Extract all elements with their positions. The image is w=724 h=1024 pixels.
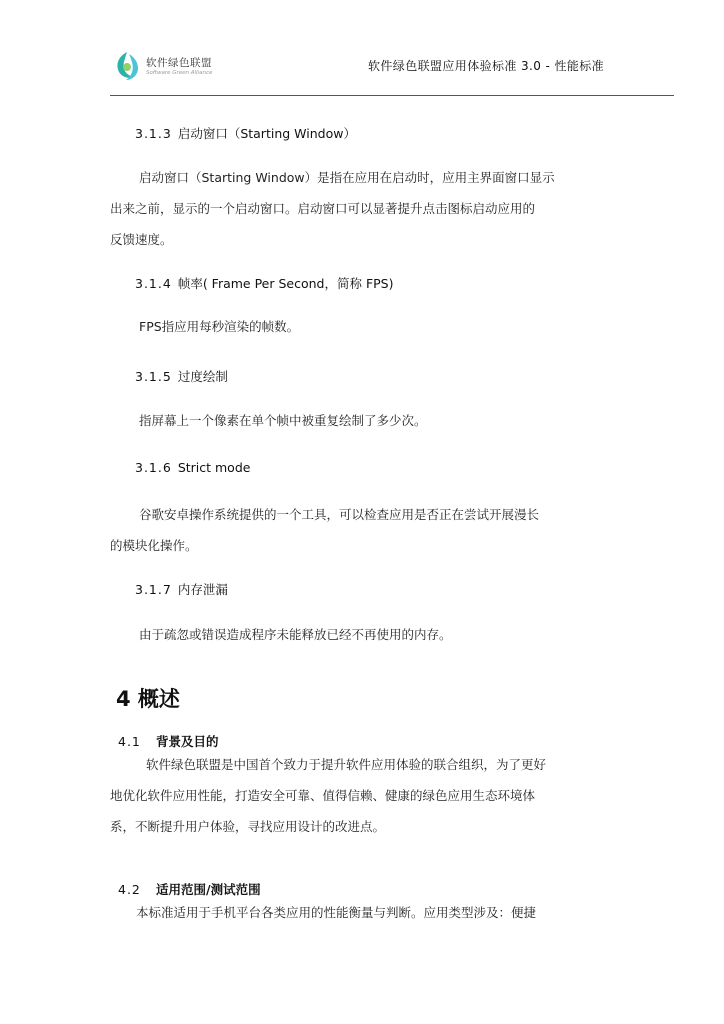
paragraph-line: 启动窗口（Starting Window）是指在应用在启动时，应用主界面窗口显示 — [139, 170, 555, 185]
paragraph-line: 由于疏忽或错误造成程序未能释放已经不再使用的内存。 — [139, 627, 452, 642]
subsection-number: 4.1 — [118, 734, 141, 749]
logo-text: 软件绿色联盟 — [146, 57, 212, 69]
header-title: 软件绿色联盟应用体验标准 3.0 - 性能标准 — [368, 59, 605, 73]
section-number: 3.1.4 — [135, 276, 172, 291]
alliance-logo-icon — [112, 50, 142, 82]
paragraph-line: 指屏幕上一个像素在单个帧中被重复绘制了多少次。 — [139, 413, 427, 428]
section-title: 帧率( Frame Per Second，简称 FPS) — [177, 276, 394, 291]
paragraph-line: 出来之前，显示的一个启动窗口。启动窗口可以显著提升点击图标启动应用的 — [110, 201, 536, 216]
paragraph-line: 的模块化操作。 — [110, 538, 198, 553]
section-paragraph-3-1-3 — [110, 162, 615, 255]
section-title: 过度绘制 — [177, 369, 228, 384]
paragraph-line: 谷歌安卓操作系统提供的一个工具，可以检查应用是否正在尝试开展漫长 — [139, 507, 540, 522]
section-title: Strict mode — [177, 460, 251, 475]
section-heading-3-1-3 — [135, 124, 356, 142]
subsection-heading-4-2 — [118, 880, 261, 898]
section-number: 3.1.3 — [135, 126, 172, 141]
section-paragraph-3-1-7 — [110, 619, 615, 650]
paragraph-line: 系，不断提升用户体验，寻找应用设计的改进点。 — [110, 819, 386, 834]
subsection-paragraph-4-1 — [110, 749, 615, 842]
paragraph-line: 地优化软件应用性能，打造安全可靠、值得信赖、健康的绿色应用生态环境体 — [110, 788, 536, 803]
section-heading-3-1-4 — [135, 274, 394, 292]
section-paragraph-3-1-4 — [110, 311, 615, 342]
subsection-title: 适用范围/测试范围 — [156, 882, 261, 897]
section-heading-3-1-7 — [135, 580, 228, 598]
paragraph-line: FPS指应用每秒渲染的帧数。 — [139, 319, 300, 334]
section-number: 3.1.7 — [135, 582, 172, 597]
subsection-heading-4-1 — [118, 732, 219, 750]
section-heading-3-1-6 — [135, 460, 250, 475]
section-heading-3-1-5 — [135, 367, 228, 385]
section-title: 内存泄漏 — [177, 582, 228, 597]
paragraph-line: 软件绿色联盟是中国首个致力于提升软件应用体验的联合组织，为了更好 — [146, 757, 547, 772]
paragraph-line: 反馈速度。 — [110, 232, 173, 247]
logo-subtext: Software Green Alliance — [146, 70, 213, 76]
paragraph-line: 本标准适用于手机平台各类应用的性能衡量与判断。应用类型涉及：便捷 — [136, 905, 537, 920]
subsection-title: 背景及目的 — [156, 734, 219, 749]
subsection-paragraph-4-2 — [110, 897, 615, 928]
section-paragraph-3-1-6 — [110, 499, 615, 561]
section-title: 启动窗口（Starting Window） — [177, 126, 356, 141]
section-paragraph-3-1-5 — [110, 405, 615, 436]
section-number: 3.1.5 — [135, 369, 172, 384]
header-divider — [110, 95, 674, 96]
alliance-logo — [112, 50, 242, 86]
chapter-heading: 4 概述 — [116, 687, 180, 711]
section-number: 3.1.6 — [135, 460, 172, 475]
subsection-number: 4.2 — [118, 882, 141, 897]
